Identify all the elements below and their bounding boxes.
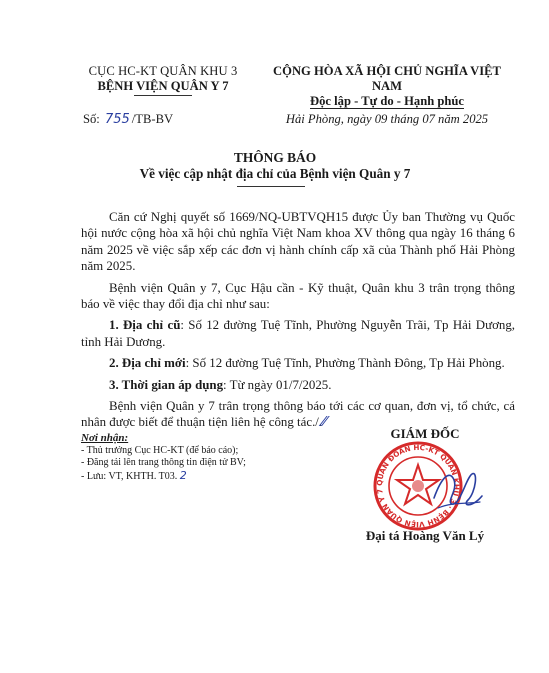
recipients-block xyxy=(81,432,341,483)
document-number xyxy=(83,112,173,127)
closing-initial-mark: ⁄⁄ xyxy=(322,415,327,431)
document-body xyxy=(81,209,515,437)
handwritten-signature xyxy=(428,458,488,518)
effective-date-label: 3. Thời gian áp dụng xyxy=(109,377,224,392)
national-block xyxy=(258,64,516,109)
recipient-item: - Thủ trưởng Cục HC-KT (để báo cáo); xyxy=(81,444,239,456)
recipients-label: Nơi nhận: xyxy=(81,432,129,444)
recipient-item-text: - Lưu: VT, KHTH. T03. xyxy=(81,470,178,482)
national-motto xyxy=(258,94,516,109)
signature-block xyxy=(340,426,510,556)
document-number-prefix: Số: xyxy=(83,112,100,126)
body-paragraph-basis: Căn cứ Nghị quyết số 1669/NQ-UBTVQH15 được Ủy ban Thường vụ Quốc hội nước cộng hòa xã hội chủ nghĩa Việt Nam khoa XV thông qua ngày 16 tháng 6 năm 2025 về việc sắp xếp các đơn vị hành chính cấp xã của Thành phố Hải Phòng năm 2025. xyxy=(81,210,515,274)
recipient-item xyxy=(81,470,341,484)
signer-title: GIÁM ĐỐC xyxy=(390,426,460,441)
place-date: Hải Phòng, ngày 09 tháng 07 năm 2025 xyxy=(285,112,489,126)
body-item-old-address xyxy=(81,317,515,350)
body-paragraph-intro: Bệnh viện Quân y 7, Cục Hậu cần - Kỹ thuật, Quân khu 3 trân trọng thông báo về việc thay đổi địa chỉ như sau: xyxy=(81,280,515,312)
old-address-text: : Số 12 đường Tuệ Tĩnh, Phường Nguyễn Trãi, Tp Hải Dương, tỉnh Hải Dương. xyxy=(81,318,515,349)
recipient-initial-mark: 2 xyxy=(179,468,187,482)
issuer-unit: BỆNH VIỆN QUÂN Y 7 xyxy=(97,79,229,93)
old-address-label: 1. Địa chỉ cũ xyxy=(109,318,181,333)
national-motto-text: Độc lập - Tự do - Hạnh phúc xyxy=(310,94,464,108)
subtitle-underline xyxy=(237,186,305,187)
seal-ring-text: QUÂN ĐOÀN HC-KT QUÂN KHU 3 · BỆNH VIỆN QUÂN Y 7 xyxy=(374,442,462,530)
body-item-new-address xyxy=(81,355,515,371)
issuer-block xyxy=(68,64,258,96)
recipient-item: - Đăng tải lên trang thông tin điện tử BV; xyxy=(81,457,246,468)
document-number-suffix: /TB-BV xyxy=(131,112,174,126)
new-address-label: 2. Địa chỉ mới xyxy=(109,356,186,371)
new-address-text: : Số 12 đường Tuệ Tĩnh, Phường Thành Đông, Tp Hải Phòng. xyxy=(185,356,505,371)
document-title: THÔNG BÁO xyxy=(233,150,317,165)
closing-text: Bệnh viện Quân y 7 trân trọng thông báo tới các cơ quan, đơn vị, tổ chức, cá nhân được biết để thuận tiện liên hệ công tác./. xyxy=(81,399,515,430)
document-subtitle: Về việc cập nhật địa chỉ của Bệnh viện Quân y 7 xyxy=(139,166,411,181)
body-item-effective-date xyxy=(81,377,515,393)
issuer-underline xyxy=(134,95,192,96)
document-number-value: 755 xyxy=(104,112,130,127)
national-title: CỘNG HÒA XÃ HỘI CHỦ NGHĨA VIỆT NAM xyxy=(273,64,501,93)
effective-date-text: : Từ ngày 01/7/2025. xyxy=(223,377,332,392)
signer-name: Đại tá Hoàng Văn Lý xyxy=(365,528,485,543)
issuer-organization: CỤC HC-KT QUÂN KHU 3 xyxy=(88,64,238,78)
